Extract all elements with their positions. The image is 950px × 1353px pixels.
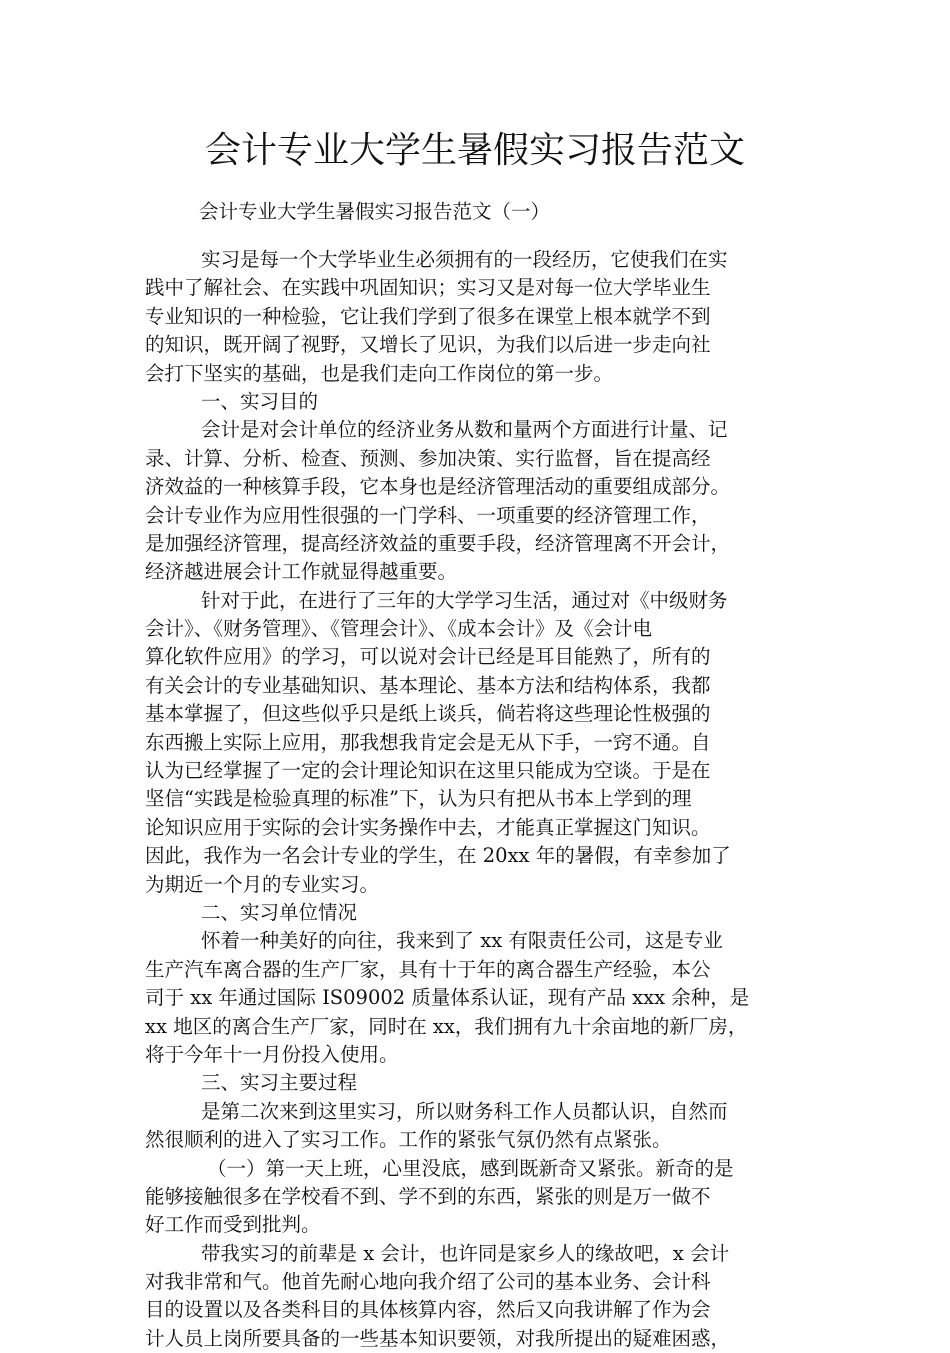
- body-line: 然很顺利的进入了实习工作。工作的紧张气氛仍然有点紧张。: [145, 1128, 672, 1152]
- body-line: xx 地区的离合生产厂家，同时在 xx，我们拥有九十余亩地的新厂房，: [145, 1014, 748, 1038]
- body-line: 生产汽车离合器的生产厂家，具有十于年的离合器生产经验，本公: [145, 957, 711, 981]
- section-heading: 一、实习目的: [201, 389, 319, 413]
- body-line: 好工作而受到批判。: [145, 1213, 321, 1237]
- body-line: 因此，我作为一名会计专业的学生，在 20xx 年的暑假，有幸参加了: [145, 844, 731, 868]
- body-line: （一）第一天上班，心里没底，感到既新奇又紧张。新奇的是: [207, 1156, 734, 1180]
- body-line: 录、计算、分析、检查、预测、参加决策、实行监督，旨在提高经: [145, 446, 711, 470]
- body-line: 的知识，既开阔了视野，又增长了见识，为我们以后进一步走向社: [145, 333, 711, 357]
- body-line: 司于 xx 年通过国际 IS09002 质量体系认证，现有产品 xxx 余种，是: [145, 986, 750, 1010]
- body-line: 济效益的一种核算手段，它本身也是经济管理活动的重要组成部分。: [145, 475, 731, 499]
- body-line: 是第二次来到这里实习，所以财务科工作人员都认识，自然而: [201, 1099, 728, 1123]
- body-line: 针对于此，在进行了三年的大学学习生活，通过对《中级财务: [201, 588, 728, 612]
- body-line: 会打下坚实的基础，也是我们走向工作岗位的第一步。: [145, 361, 614, 385]
- body-line: 专业知识的一种检验，它让我们学到了很多在课堂上根本就学不到: [145, 304, 711, 328]
- body-line: 有关会计的专业基础知识、基本理论、基本方法和结构体系，我都: [145, 673, 711, 697]
- body-line: 算化软件应用》的学习，可以说对会计已经是耳目能熟了，所有的: [145, 645, 711, 669]
- document-body: [145, 246, 817, 1353]
- body-line: 为期近一个月的专业实习。: [145, 872, 380, 896]
- section-heading: 三、实习主要过程: [201, 1071, 358, 1095]
- body-line: 实习是每一个大学毕业生必须拥有的一段经历，它使我们在实: [201, 248, 728, 271]
- body-line: 带我实习的前辈是 x 会计，也许同是家乡人的缘故吧，x 会计: [201, 1241, 730, 1265]
- body-line: 基本掌握了，但这些似乎只是纸上谈兵，倘若将这些理论性极强的: [145, 702, 711, 726]
- body-line: 能够接触很多在学校看不到、学不到的东西，紧张的则是万一做不: [145, 1184, 711, 1208]
- body-line: 是加强经济管理，提高经济效益的重要手段，经济管理离不开会计，: [145, 531, 731, 555]
- body-line: 认为已经掌握了一定的会计理论知识在这里只能成为空谈。于是在: [145, 759, 711, 783]
- body-line: 经济越进展会计工作就显得越重要。: [145, 560, 458, 584]
- body-line: 会计》、《财务管理》、《管理会计》、《成本会计》及《会计电: [145, 617, 653, 641]
- body-line: 会计专业作为应用性很强的一门学科、一项重要的经济管理工作，: [145, 503, 711, 527]
- body-line: 对我非常和气。他首先耐心地向我介绍了公司的基本业务、会计科: [145, 1270, 711, 1294]
- body-line: 论知识应用于实际的会计实务操作中去，才能真正掌握这门知识。: [145, 815, 711, 839]
- body-line: 将于今年十一月份投入使用。: [145, 1042, 399, 1066]
- body-line: 东西搬上实际上应用，那我想我肯定会是无从下手，一窍不通。自: [145, 730, 711, 754]
- body-line: 坚信“实践是检验真理的标准”下，认为只有把从书本上学到的理: [145, 787, 692, 811]
- body-line: 怀着一种美好的向往，我来到了 xx 有限责任公司，这是专业: [201, 929, 723, 953]
- section-heading: 二、实习单位情况: [201, 900, 358, 924]
- body-line: 会计是对会计单位的经济业务从数和量两个方面进行计量、记: [201, 418, 728, 442]
- body-line: 目的设置以及各类科目的具体核算内容，然后又向我讲解了作为会: [145, 1298, 711, 1322]
- document-subtitle: 会计专业大学生暑假实习报告范文（一）: [199, 200, 551, 223]
- body-line: 践中了解社会、在实践中巩固知识；实习又是对每一位大学毕业生: [145, 276, 711, 300]
- body-line: 计人员上岗所要具备的一些基本知识要领，对我所提出的疑难困惑，: [145, 1326, 731, 1350]
- document-title: 会计专业大学生暑假实习报告范文: [204, 130, 745, 171]
